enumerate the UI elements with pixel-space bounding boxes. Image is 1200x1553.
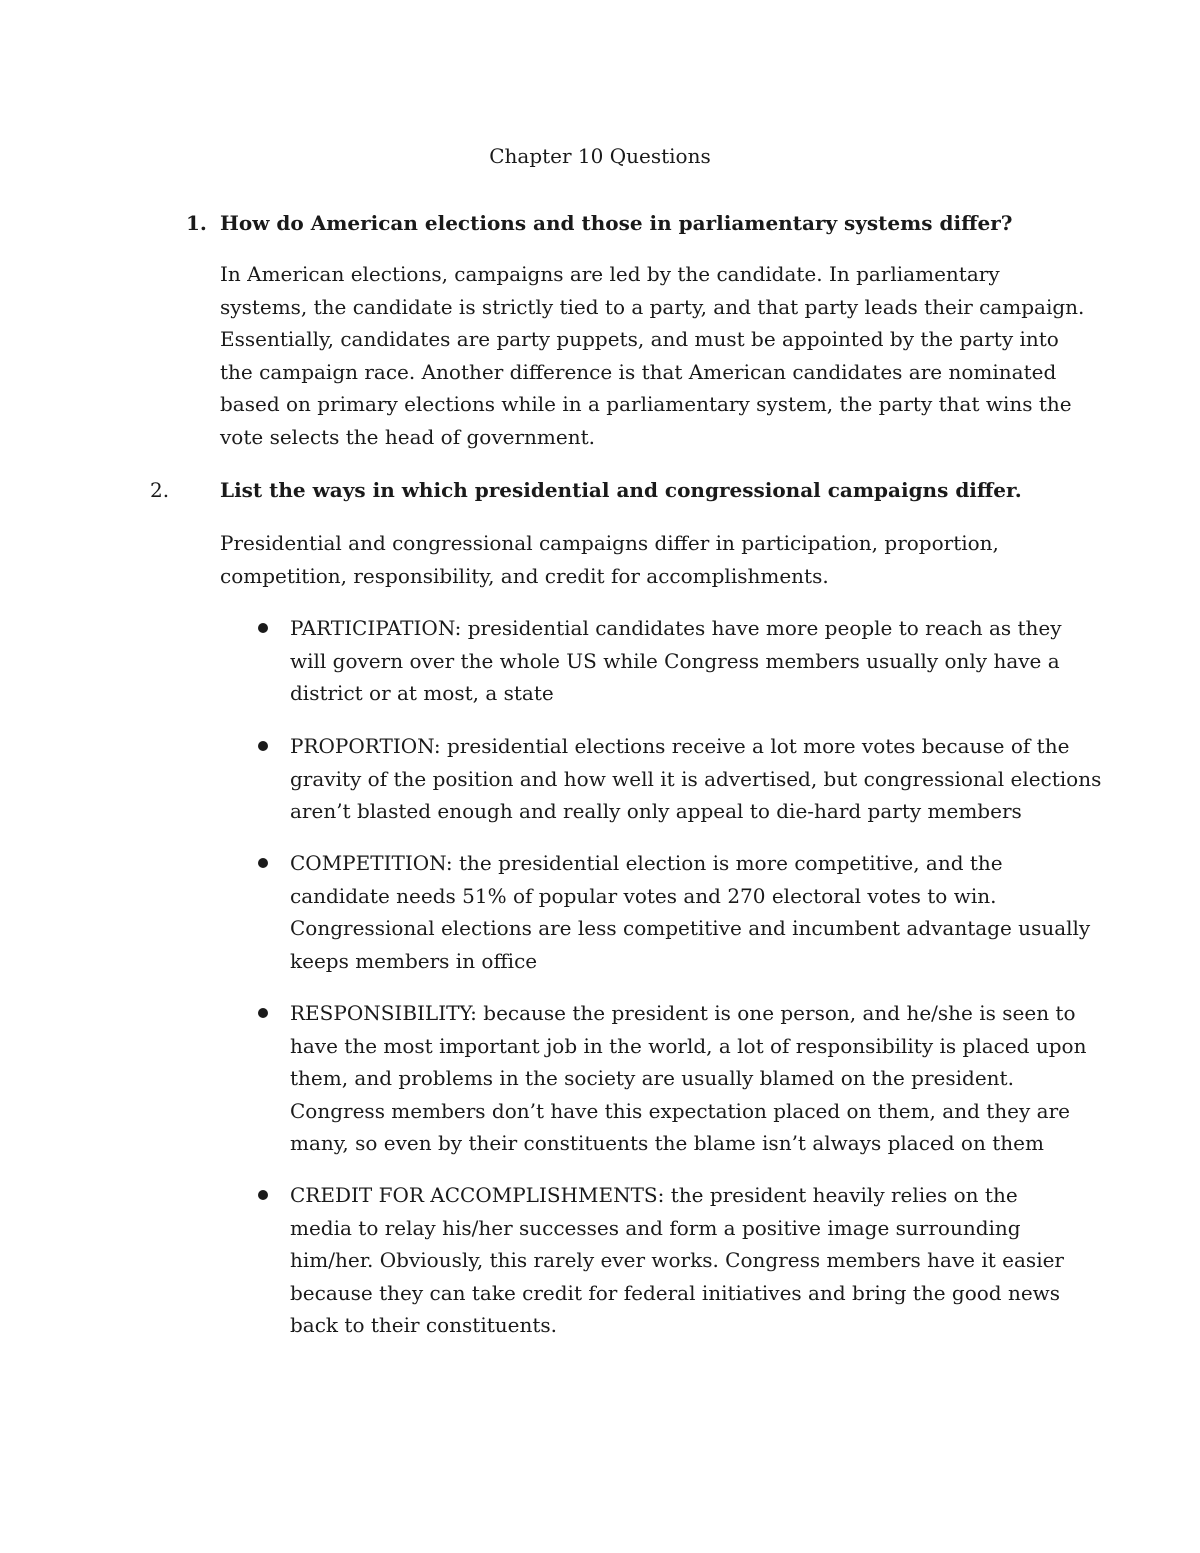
bullet-line: media to relay his/her successes and form a positive image surrounding <box>290 1215 1021 1240</box>
bullet-line: COMPETITION: the presidential election is more competitive, and the <box>290 851 1003 875</box>
question-2-text: List the ways in which presidential and congressional campaigns differ. <box>220 478 1022 502</box>
bullet-line: him/her. Obviously, this rarely ever works. Congress members have it easier <box>290 1248 1064 1273</box>
answer-line: Essentially, candidates are party puppets, and must be appointed by the party into <box>220 327 1059 352</box>
bullet-line: have the most important job in the world, a lot of responsibility is placed upon <box>290 1033 1087 1058</box>
bullet-line: because they can take credit for federal initiatives and bring the good news <box>290 1280 1061 1305</box>
bullet-line: keeps members in office <box>290 948 538 973</box>
answer-line: based on primary elections while in a parliamentary system, the party that wins the <box>220 392 1072 417</box>
bullet-line: Congressional elections are less competitive and incumbent advantage usually <box>290 916 1091 941</box>
intro-line: Presidential and congressional campaigns differ in participation, proportion, <box>220 531 999 555</box>
bullet-dot-icon <box>258 858 268 868</box>
bullet-dot-icon <box>258 623 268 633</box>
bullet-line: gravity of the position and how well it is advertised, but congressional elections <box>290 766 1102 791</box>
intro-line: competition, responsibility, and credit for accomplishments. <box>220 563 829 588</box>
bullet-line: many, so even by their constituents the blame isn’t always placed on them <box>290 1131 1044 1156</box>
bullet-line: PARTICIPATION: presidential candidates have more people to reach as they <box>290 616 1062 640</box>
bullet-responsibility <box>290 997 1087 1160</box>
bullet-line: PROPORTION: presidential elections receive a lot more votes because of the <box>290 734 1070 758</box>
bullet-competition <box>290 847 1091 977</box>
bullet-line: Congress members don’t have this expectation placed on them, and they are <box>290 1098 1070 1123</box>
page-title: Chapter 10 Questions <box>489 144 711 168</box>
answer-line: vote selects the head of government. <box>220 424 595 449</box>
question-2-number: 2. <box>150 478 170 502</box>
bullet-dot-icon <box>258 1008 268 1018</box>
answer-line: In American elections, campaigns are led by the candidate. In parliamentary <box>220 262 1000 286</box>
answer-line: the campaign race. Another difference is that American candidates are nominated <box>220 359 1057 384</box>
bullet-credit-for-accomplishments <box>290 1179 1064 1342</box>
bullet-line: RESPONSIBILITY: because the president is one person, and he/she is seen to <box>290 1001 1076 1025</box>
question-1-answer <box>220 258 1085 454</box>
question-2-intro <box>220 527 1050 592</box>
question-1-text: How do American elections and those in parliamentary systems differ? <box>220 211 1013 235</box>
bullet-dot-icon <box>258 741 268 751</box>
bullet-participation <box>290 612 1060 710</box>
bullet-proportion <box>290 730 1102 828</box>
bullet-line: district or at most, a state <box>290 681 554 706</box>
bullet-line: will govern over the whole US while Congress members usually only have a <box>290 648 1060 673</box>
bullet-line: them, and problems in the society are usually blamed on the president. <box>290 1066 1014 1091</box>
bullet-line: aren’t blasted enough and really only appeal to die-hard party members <box>290 799 1022 824</box>
question-1-number: 1. <box>186 211 207 235</box>
bullet-line: back to their constituents. <box>290 1313 558 1338</box>
answer-line: systems, the candidate is strictly tied to a party, and that party leads their campaign. <box>220 294 1085 319</box>
bullet-line: candidate needs 51% of popular votes and 270 electoral votes to win. <box>290 883 997 908</box>
bullet-dot-icon <box>258 1190 268 1200</box>
bullet-line: CREDIT FOR ACCOMPLISHMENTS: the president heavily relies on the <box>290 1183 1018 1207</box>
